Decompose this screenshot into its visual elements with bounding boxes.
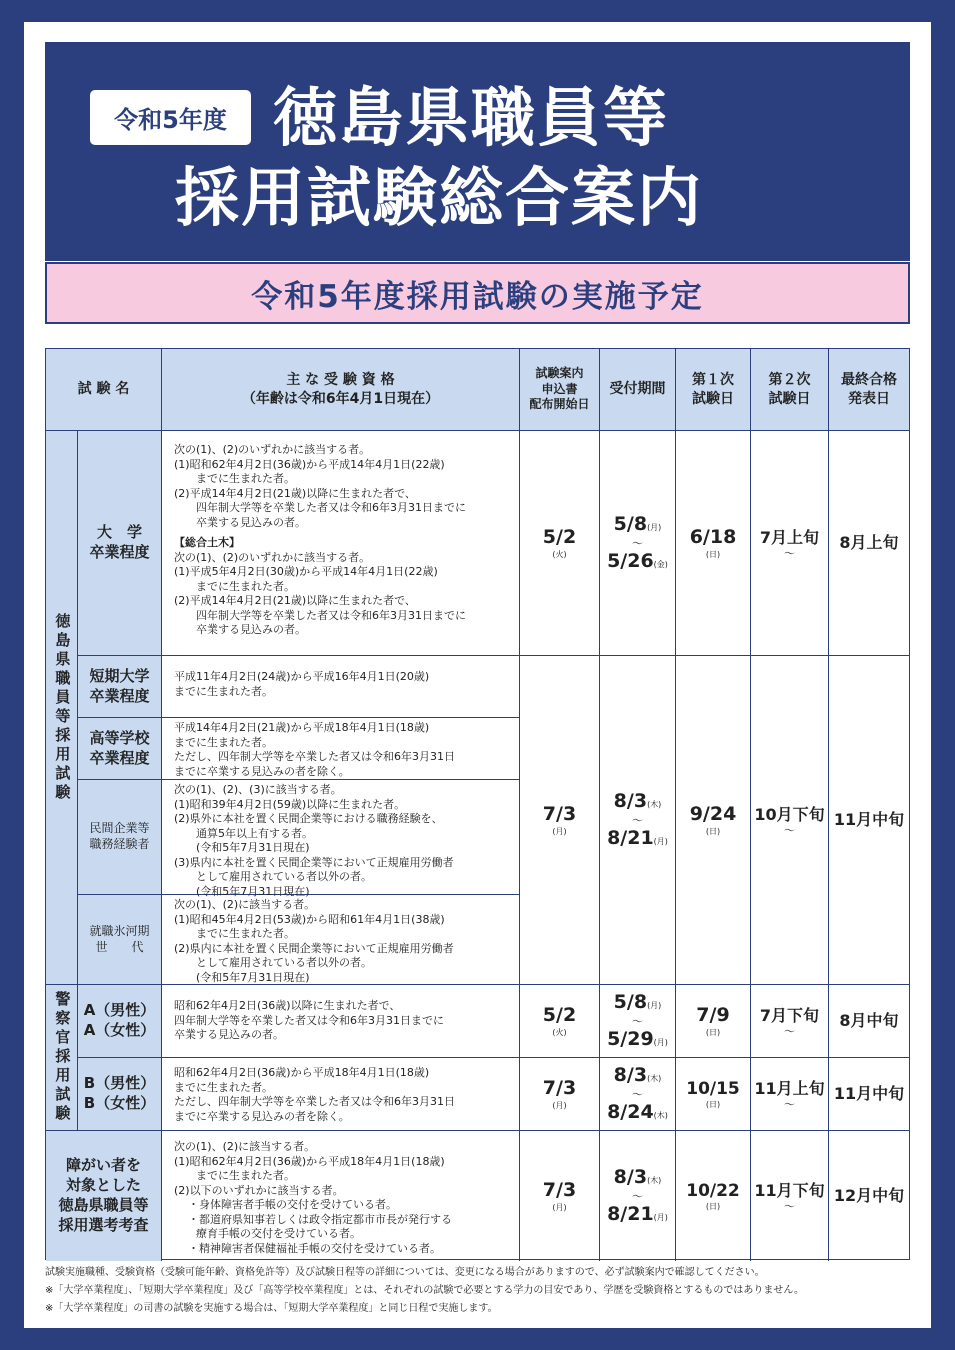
qual-police-b-line: 昭和62年4月2日(36歳)から平成18年4月1日(18歳) — [174, 1066, 430, 1079]
police-b-final-value: 11月中旬 — [833, 1084, 905, 1104]
disability-final-value: 12月中旬 — [833, 1186, 905, 1206]
qual-univ-line: 次の(1)、(2)のいずれかに該当する者。 — [174, 443, 371, 456]
police-b-rec-end-weekday: (木) — [653, 1110, 668, 1120]
general-reception-period — [600, 656, 676, 985]
police-a-dist-value: 5/2 — [542, 1004, 577, 1027]
exam-disability-line1: 障がい者を — [65, 1156, 141, 1175]
exam-police-a — [78, 985, 162, 1058]
general-final-value: 11月中旬 — [833, 810, 905, 830]
qual-high-line: ただし、四年制大学等を卒業した者又は令和6年3月31日 — [174, 750, 455, 764]
disability-first-weekday: (日) — [705, 1201, 721, 1211]
title-line-1: 徳島県職員等 — [273, 82, 669, 156]
header-qualification — [162, 349, 520, 431]
qual-police-b — [162, 1058, 520, 1131]
header-qualification-line2: （年齢は令和6年4月1日現在） — [241, 390, 440, 407]
header-second-exam — [751, 349, 829, 431]
qual-univ-line: 卒業する見込みの者。 — [196, 623, 306, 637]
disability-first-value: 10/22 — [686, 1180, 740, 1201]
univ-rec-end-weekday: (金) — [653, 559, 668, 569]
qual-high-line: までに生まれた者。 — [174, 735, 273, 749]
header-second-line2: 試験日 — [768, 390, 811, 407]
police-a-second-exam-date — [751, 985, 829, 1058]
general-final-result-date — [829, 656, 909, 985]
qual-univ-line: (2)平成14年4月2日(21歳)以降に生まれた者で、 — [174, 594, 416, 608]
police-b-second-tilde: ～ — [784, 1098, 795, 1112]
header-distribution-line2: 申込書 — [541, 381, 578, 396]
exam-ice-line2: 世 代 — [95, 939, 144, 954]
exam-ice-age — [78, 895, 162, 985]
exam-univ-line1: 大 学 — [96, 523, 142, 542]
header-first-line1: 第１次 — [692, 372, 734, 389]
schedule-table — [45, 348, 910, 1260]
police-a-second-tilde: ～ — [784, 1025, 795, 1039]
qual-private-line: (3)県内に本社を置く民間企業等において正規雇用労働者 — [174, 855, 454, 869]
police-a-second-value: 7月下旬 — [759, 1005, 820, 1025]
exam-high-line2: 卒業程度 — [89, 748, 150, 767]
general-distribution-date — [520, 656, 600, 985]
footnote-line: ※「大学卒業程度」の司書の試験を実施する場合は、「短期大学卒業程度」と同じ日程で実施します。 — [45, 1303, 498, 1314]
exam-ice-line1: 就職氷河期 — [89, 923, 150, 938]
disability-rec-start: 8/3 — [613, 1166, 648, 1189]
exam-private — [78, 780, 162, 895]
general-dist-weekday: (月) — [552, 827, 567, 837]
general-second-exam-date — [751, 656, 829, 985]
police-b-second-exam-date — [751, 1058, 829, 1131]
police-b-dist-value: 7/3 — [542, 1077, 577, 1100]
qual-police-b-line: ただし、四年制大学等を卒業した者又は令和6年3月31日 — [174, 1095, 455, 1109]
univ-reception-period — [600, 431, 676, 656]
qual-univ-line: (1)平成5年4月2日(30歳)から平成14年4月1日(22歳) — [174, 565, 438, 579]
police-a-reception-period — [600, 985, 676, 1058]
qual-univ-line: 【総合土木】 — [174, 536, 240, 550]
qual-private-line: として雇用されている者以外の者。 — [196, 870, 372, 884]
qual-junior-line: までに生まれた者。 — [174, 684, 273, 698]
qual-disability-line: (1)昭和62年4月2日(36歳)から平成18年4月1日(18歳) — [174, 1154, 445, 1168]
exam-univ-line2: 卒業程度 — [89, 543, 150, 561]
general-first-value: 9/24 — [689, 803, 737, 826]
qual-disability — [162, 1131, 520, 1261]
police-a-rec-end-weekday: (月) — [653, 1037, 668, 1047]
police-b-second-value: 11月上旬 — [754, 1078, 825, 1098]
exam-junior — [78, 656, 162, 718]
general-rec-end: 8/21 — [607, 826, 654, 849]
footnote-line: ※「大学卒業程度」、「短期大学卒業程度」及び「高等学校卒業程度」とは、それぞれの試験で必要とする学力の目安であり、学歴を受験資格とするものではありません。 — [45, 1285, 804, 1296]
police-b-first-exam-date — [676, 1058, 751, 1131]
header-reception: 受付期間 — [600, 349, 676, 431]
police-b-rec-start: 8/3 — [613, 1064, 648, 1087]
police-a-distribution-date — [520, 985, 600, 1058]
general-rec-tilde: ～ — [632, 813, 643, 827]
qual-police-a-line: 卒業する見込みの者。 — [174, 1028, 284, 1042]
qual-ice-line: (2)県内に本社を置く民間企業等において正規雇用労働者 — [174, 941, 454, 955]
police-b-dist-weekday: (月) — [552, 1101, 567, 1111]
disability-dist-weekday: (月) — [552, 1203, 567, 1213]
header-distribution-line3: 配布開始日 — [529, 397, 590, 412]
general-first-exam-date — [676, 656, 751, 985]
disability-rec-end: 8/21 — [607, 1202, 654, 1225]
qual-ice-line: として雇用されている者以外の者。 — [196, 956, 372, 970]
header-qualification-line1: 主 な 受 験 資 格 — [286, 372, 395, 389]
title-line-2: 採用試験総合案内 — [175, 162, 703, 236]
disability-second-value: 11月下旬 — [754, 1180, 825, 1200]
univ-final-result-date — [829, 431, 909, 656]
police-a-final-result-date — [829, 985, 909, 1058]
header-exam-name: 試 験 名 — [46, 349, 162, 431]
disability-reception-period — [600, 1131, 676, 1261]
univ-second-value: 7月上旬 — [759, 527, 820, 547]
univ-second-tilde: ～ — [784, 547, 795, 561]
police-a-first-exam-date — [676, 985, 751, 1058]
qual-police-a — [162, 985, 520, 1058]
police-b-rec-start-weekday: (木) — [647, 1074, 662, 1084]
univ-rec-tilde: ～ — [632, 536, 643, 550]
general-rec-end-weekday: (月) — [653, 836, 668, 846]
exam-junior-line2: 卒業程度 — [89, 686, 150, 705]
univ-dist-value: 5/2 — [542, 526, 577, 549]
exam-disability — [46, 1131, 162, 1261]
header-final-line2: 発表日 — [848, 390, 890, 407]
police-a-dist-weekday: (火) — [552, 1028, 567, 1038]
qual-univ-line: 卒業する見込みの者。 — [196, 515, 306, 529]
disability-rec-tilde: ～ — [632, 1189, 643, 1203]
qual-private-line: (令和5年7月31日現在) — [196, 884, 310, 898]
qual-ice-line: までに生まれた者。 — [196, 927, 295, 941]
police-b-rec-end: 8/24 — [607, 1100, 654, 1123]
univ-dist-weekday: (火) — [552, 550, 567, 560]
qual-junior-line: 平成11年4月2日(24歳)から平成16年4月1日(20歳) — [174, 670, 430, 683]
univ-first-weekday: (日) — [705, 550, 721, 560]
univ-rec-start-weekday: (月) — [647, 523, 662, 533]
disability-final-result-date — [829, 1131, 909, 1261]
general-second-value: 10月下旬 — [754, 804, 825, 824]
qual-disability-line: 次の(1)、(2)に該当する者。 — [174, 1140, 316, 1153]
univ-rec-start: 5/8 — [613, 513, 648, 536]
exam-police-b-line1: B（男性） — [83, 1074, 156, 1093]
exam-police-b — [78, 1058, 162, 1131]
qual-private-line: 通算5年以上有する者。 — [196, 826, 313, 840]
qual-univ-line: 次の(1)、(2)のいずれかに該当する者。 — [174, 550, 371, 564]
exam-disability-line3: 徳島県職員等 — [58, 1196, 149, 1214]
qual-disability-line: ・精神障害者保健福祉手帳の交付を受けている者。 — [188, 1241, 441, 1255]
footnote-line: 試験実施職種、受験資格（受験可能年齢、資格免許等）及び試験日程等の詳細については、変更になる場合がありますので、必ず試験案内で確認してください。 — [45, 1267, 765, 1278]
general-dist-value: 7/3 — [542, 803, 577, 826]
qual-police-b-line: までに卒業する見込みの者を除く。 — [174, 1109, 350, 1123]
qual-univ-line: (2)平成14年4月2日(21歳)以降に生まれた者で、 — [174, 486, 416, 500]
group-tokushima-label: 徳島県職員等採用試験 — [53, 612, 72, 803]
qual-police-a-line: 昭和62年4月2日(36歳)以降に生まれた者で、 — [174, 999, 401, 1012]
exam-high-line1: 高等学校 — [89, 728, 150, 747]
police-b-distribution-date — [520, 1058, 600, 1131]
title-banner — [45, 42, 910, 261]
qual-univ-line: 四年制大学等を卒業した者又は令和6年3月31日までに — [196, 608, 466, 622]
exam-private-line1: 民間企業等 — [89, 821, 150, 836]
subtitle-bar: 令和5年度採用試験の実施予定 — [45, 262, 910, 324]
exam-disability-line2: 対象とした — [65, 1176, 141, 1195]
qual-high-line: までに卒業する見込みの者を除く。 — [174, 764, 350, 778]
univ-rec-end: 5/26 — [607, 549, 654, 572]
qual-high-line: 平成14年4月2日(21歳)から平成18年4月1日(18歳) — [174, 721, 430, 734]
disability-distribution-date — [520, 1131, 600, 1261]
footnotes — [45, 1264, 804, 1318]
disability-second-tilde: ～ — [784, 1200, 795, 1214]
univ-distribution-date — [520, 431, 600, 656]
police-a-rec-end: 5/29 — [607, 1027, 654, 1050]
police-b-first-weekday: (日) — [705, 1099, 721, 1109]
poster-sheet — [24, 22, 931, 1328]
header-final-line1: 最終合格 — [841, 372, 897, 389]
qual-univ-line: までに生まれた者。 — [196, 579, 295, 593]
qual-univ — [162, 431, 520, 656]
disability-rec-start-weekday: (木) — [647, 1176, 662, 1186]
qual-ice-line: 次の(1)、(2)に該当する者。 — [174, 898, 316, 911]
police-a-rec-start: 5/8 — [613, 991, 648, 1014]
header-first-line2: 試験日 — [692, 390, 734, 407]
qual-police-b-line: までに生まれた者。 — [174, 1080, 273, 1094]
exam-police-b-line2: B（女性） — [83, 1094, 156, 1112]
exam-junior-line1: 短期大学 — [89, 666, 150, 685]
header-distribution-line1: 試験案内 — [535, 366, 584, 381]
qual-private-line: 次の(1)、(2)、(3)に該当する者。 — [174, 783, 342, 796]
general-rec-start-weekday: (木) — [647, 800, 662, 810]
qual-ice-line: (令和5年7月31日現在) — [196, 970, 310, 984]
qual-police-a-line: 四年制大学等を卒業した者又は令和6年3月31日までに — [174, 1013, 444, 1027]
exam-police-a-line2: A（女性） — [83, 1021, 156, 1039]
qual-univ-line: までに生まれた者。 — [196, 472, 295, 486]
qual-disability-line: 療育手帳の交付を受けている者。 — [196, 1227, 361, 1241]
general-rec-start: 8/3 — [613, 790, 648, 813]
qual-private-line: (2)県外に本社を置く民間企業等における職務経験を、 — [174, 812, 443, 826]
univ-first-exam-date — [676, 431, 751, 656]
police-a-rec-tilde: ～ — [632, 1014, 643, 1028]
police-b-reception-period — [600, 1058, 676, 1131]
exam-private-line2: 職務経験者 — [89, 837, 150, 851]
qual-private — [162, 780, 520, 898]
disability-first-exam-date — [676, 1131, 751, 1261]
disability-dist-value: 7/3 — [542, 1179, 577, 1202]
qual-univ-line: (1)昭和62年4月2日(36歳)から平成14年4月1日(22歳) — [174, 457, 445, 471]
header-distribution — [520, 349, 600, 431]
qual-univ-line: 四年制大学等を卒業した者又は令和6年3月31日までに — [196, 501, 466, 515]
qual-ice-age — [162, 895, 520, 985]
general-second-tilde: ～ — [784, 824, 795, 838]
qual-disability-line: ・都道府県知事若しくは政令指定都市市長が発行する — [188, 1212, 452, 1226]
exam-police-a-line1: A（男性） — [83, 1001, 156, 1020]
exam-univ — [78, 431, 162, 656]
qual-disability-line: までに生まれた者。 — [196, 1169, 295, 1183]
header-second-line1: 第２次 — [768, 372, 811, 389]
police-a-rec-start-weekday: (月) — [647, 1001, 662, 1011]
police-b-final-result-date — [829, 1058, 909, 1131]
police-a-final-value: 8月中旬 — [839, 1011, 899, 1031]
disability-rec-end-weekday: (月) — [653, 1212, 668, 1222]
police-b-first-value: 10/15 — [686, 1078, 740, 1099]
exam-disability-line4: 採用選考考査 — [58, 1215, 149, 1234]
qual-ice-line: (1)昭和45年4月2日(53歳)から昭和61年4月1日(38歳) — [174, 912, 445, 926]
police-a-first-weekday: (日) — [705, 1028, 721, 1038]
qual-disability-line: (2)以下のいずれかに該当する者。 — [174, 1183, 344, 1197]
univ-final-value: 8月上旬 — [839, 533, 899, 553]
disability-second-exam-date — [751, 1131, 829, 1261]
qual-disability-line: ・身体障害者手帳の交付を受けている者。 — [188, 1198, 397, 1212]
group-tokushima — [46, 431, 78, 985]
univ-first-value: 6/18 — [689, 526, 737, 549]
group-police — [46, 985, 78, 1131]
group-police-label: 警察官採用試験 — [53, 991, 72, 1124]
qual-private-line: (1)昭和39年4月2日(59歳)以降に生まれた者。 — [174, 797, 406, 811]
qual-high — [162, 718, 520, 780]
univ-second-exam-date — [751, 431, 829, 656]
police-b-rec-tilde: ～ — [632, 1087, 643, 1101]
police-a-first-value: 7/9 — [696, 1004, 730, 1027]
header-final-result — [829, 349, 909, 431]
qual-private-line: (令和5年7月31日現在) — [196, 841, 310, 855]
qual-junior — [162, 656, 520, 718]
header-first-exam — [676, 349, 751, 431]
general-first-weekday: (日) — [705, 827, 721, 837]
year-badge: 令和5年度 — [90, 90, 251, 145]
exam-high — [78, 718, 162, 780]
